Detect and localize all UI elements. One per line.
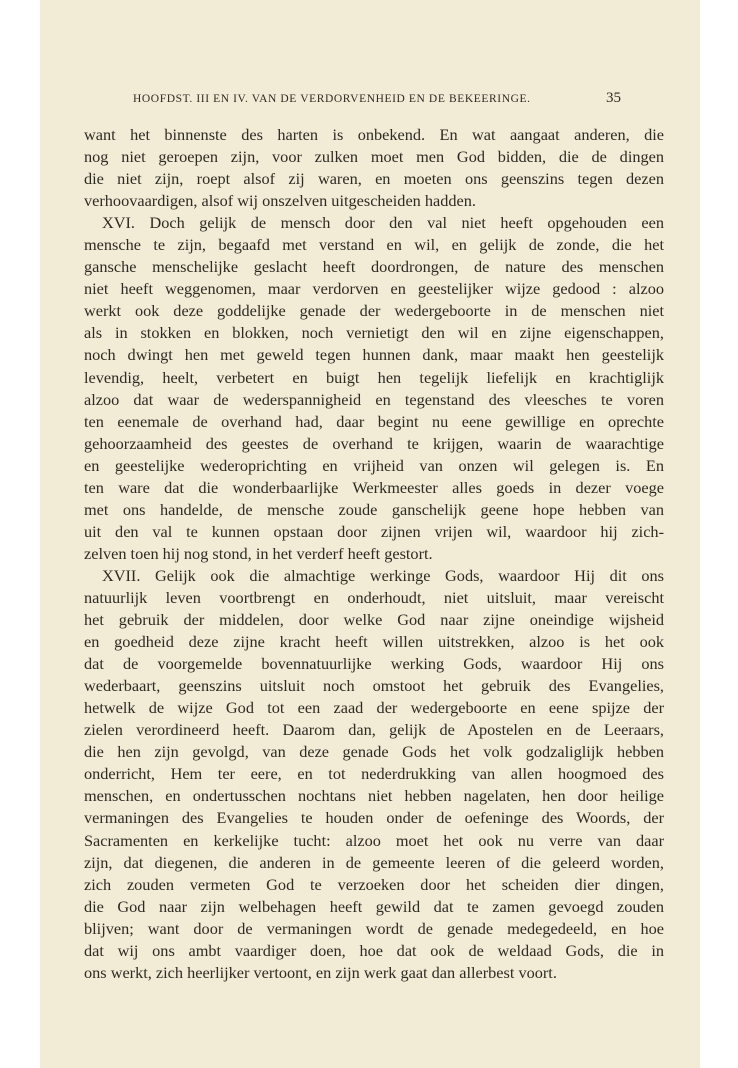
text-line: noch dwingt hen met geweld tegen hunnen dank, maar maakt hen geestelijk [84,345,664,365]
text-line: gehoorzaamheid des geestes de overhand te krijgen, waarin de waarachtige [84,433,664,453]
text-line: XVI. Doch gelijk de mensch door den val niet heeft opgehouden een [102,213,664,233]
text-line: als in stokken en blokken, noch vernietigt den wil en zijne eigenschappen, [84,323,664,343]
text-line: en goedheid deze zijne kracht heeft willen uitstrekken, alzoo is het ook [84,632,664,652]
header-title: HOOFDST. III EN IV. VAN DE VERDORVENHEID EN DE BEKEERINGE. [133,93,531,105]
paragraph-article-xvii [84,565,664,984]
text-line: menschen, en ondertusschen nochtans niet hebben nagelaten, hen door heilige [84,786,664,806]
text-line: ons werkt, zich heerlijker vertoont, en zijn werk gaat dan allerbest voort. [84,962,557,982]
text-line: blijven; want door de vermaningen wordt de genade medegedeeld, en hoe [84,918,664,938]
text-line: die niet zijn, roept alsof zij waren, en moeten ons geenszins tegen dezen [84,169,664,189]
text-line: zich zouden vermeten God te verzoeken door het scheiden dier dingen, [84,874,664,894]
text-line: dat de voorgemelde bovennatuurlijke werking Gods, waardoor Hij ons [84,654,664,674]
text-line: levendig, heelt, verbetert en buigt hen tegelijk liefelijk en krachtiglijk [84,367,664,387]
text-line: niet heeft weggenomen, maar verdorven en geestelijker wijze gedood : alzoo [84,279,664,299]
text-line: het gebruik der middelen, door welke God naar zijne oneindige wijsheid [84,610,664,630]
text-line: onderricht, Hem ter eere, en tot nederdrukking van allen hoogmoed des [84,764,664,784]
text-line: XVII. Gelijk ook die almachtige werkinge Gods, waardoor Hij dit ons [102,565,664,585]
text-line: alzoo dat waar de wederspannigheid en tegenstand des vleesches te voren [84,389,664,409]
text-line: en geestelijke wederoprichting en vrijheid van onzen wil gelegen is. En [84,455,664,475]
page-number: 35 [606,90,621,106]
text-line: die hen zijn gevolgd, van deze genade Gods het volk godzaliglijk hebben [84,742,664,762]
text-line: hetwelk de wijze God tot een zaad der wedergeboorte en eene spijze der [84,698,664,718]
running-header [40,90,700,109]
body-text [84,124,664,984]
text-line: want het binnenste des harten is onbekend. En wat aangaat anderen, die [84,125,664,144]
text-line: uit den val te kunnen opstaan door zijnen vrijen wil, waardoor hij zich- [84,521,664,541]
text-line: mensche te zijn, begaafd met verstand en wil, en gelijk de zonde, die het [84,235,664,255]
text-line: zijn, dat diegenen, die anderen in de gemeente leeren of die geleerd worden, [84,852,664,872]
text-line: die God naar zijn welbehagen heeft gewild dat te zamen gevoegd zouden [84,896,664,916]
paragraph-article-xvi [84,212,664,565]
text-line: werkt ook deze goddelijke genade der wedergeboorte in de menschen niet [84,301,664,321]
paragraph-continuation [84,124,664,212]
text-line: vermaningen des Evangelies te houden onder de oefeninge des Woords, der [84,808,664,828]
book-page [40,0,700,1068]
text-line: ten ware dat die wonderbaarlijke Werkmeester alles goeds in dezer voege [84,477,664,497]
text-line: dat wij ons ambt vaardiger doen, hoe dat ook de weldaad Gods, die in [84,940,664,960]
text-line: nog niet geroepen zijn, voor zulken moet men God bidden, die de dingen [84,147,664,167]
text-line: gansche menschelijke geslacht heeft doordrongen, de nature des menschen [84,257,664,277]
text-line: met ons handelde, de mensche zoude ganschelijk geene hope hebben van [84,499,664,519]
text-line: natuurlijk leven voortbrengt en onderhoudt, niet uitsluit, maar vereischt [84,587,664,607]
text-line: zielen verordineerd heeft. Daarom dan, gelijk de Apostelen en de Leeraars, [84,720,664,740]
text-line: wederbaart, geenszins uitsluit noch omstoot het gebruik des Evangelies, [84,676,664,696]
text-line: Sacramenten en kerkelijke tucht: alzoo moet het ook nu verre van daar [84,830,664,850]
text-line: verhoovaardigen, alsof wij onszelven uitgescheiden hadden. [84,191,476,211]
text-line: ten eenemale de overhand had, daar begint nu eene gewillige en oprechte [84,411,664,431]
text-line: zelven toen hij nog stond, in het verderf heeft gestort. [84,543,433,563]
